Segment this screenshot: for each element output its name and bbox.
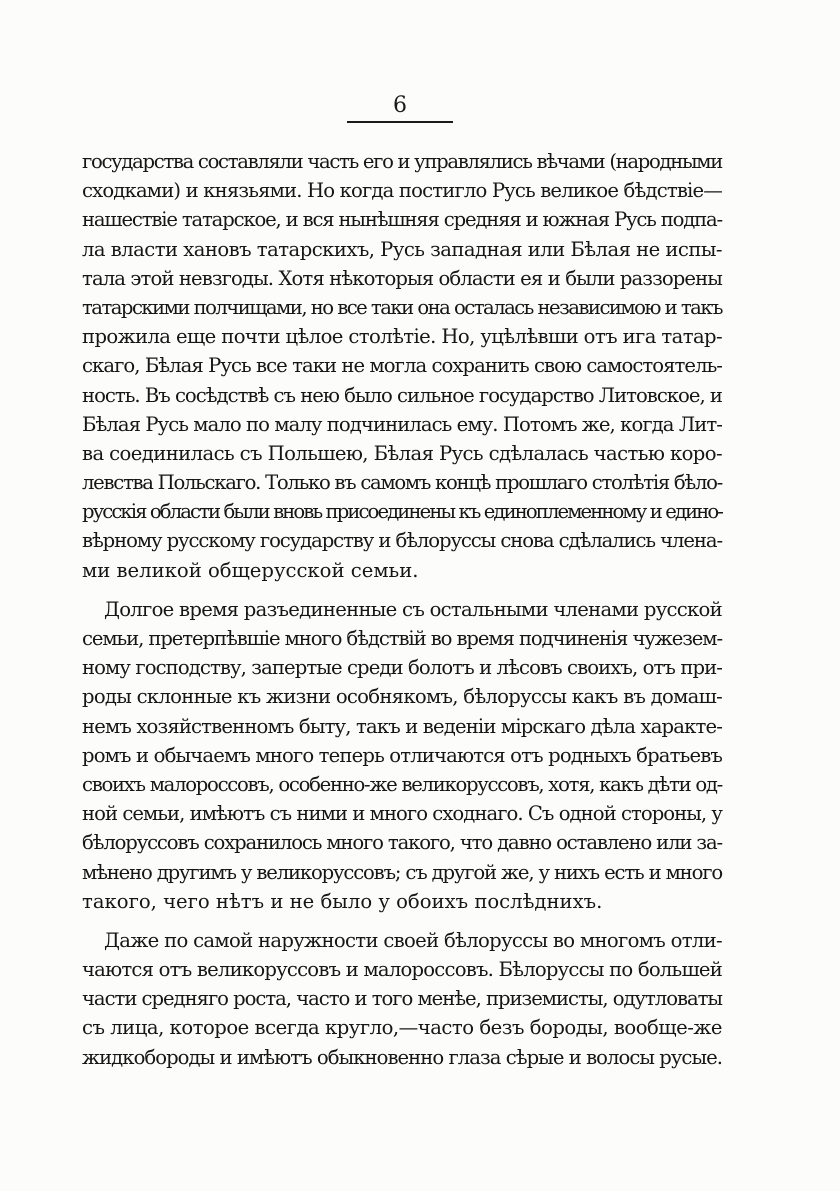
- text-line: бѣлоруссовъ сохранилось много такого, что давно оставлено или за-: [82, 831, 722, 855]
- text-line: чаются отъ великоруссовъ и малороссовъ. Бѣлоруссы по большей: [82, 958, 722, 982]
- body-text: [82, 147, 722, 1072]
- text-line: Даже по самой наружности своей бѣлоруссы во многомъ отли-: [104, 928, 722, 952]
- text-line: Бѣлая Русь мало по малу подчинилась ему. Потомъ же, когда Лит-: [82, 412, 722, 436]
- paragraph-1: [82, 147, 722, 585]
- text-line: ромъ и обычаемъ много теперь отличаются отъ родныхъ братьевъ: [82, 743, 722, 767]
- text-line: нашествіе татарское, и вся нынѣшняя средняя и южная Русь подпа-: [82, 208, 722, 232]
- page-number-rule: [347, 121, 453, 123]
- text-line: такого, чего нѣтъ и не было у обоихъ послѣднихъ.: [82, 889, 603, 913]
- text-line: роды склонные къ жизни особнякомъ, бѣлоруссы какъ въ домаш-: [82, 685, 722, 709]
- text-line: немъ хозяйственномъ быту, такъ и веденіи мірскаго дѣла характе-: [82, 714, 722, 738]
- text-line: своихъ малороссовъ, особенно-же великоруссовъ, хотя, какъ дѣти од-: [82, 772, 722, 796]
- text-line: государства составляли часть его и управлялись вѣчами (народными: [82, 150, 722, 173]
- text-line: съ лица, которое всегда кругло,—часто безъ бороды, вообще-же: [82, 1016, 722, 1040]
- text-line: Долгое время разъединенные съ остальными членами русской: [104, 597, 722, 621]
- page-number: 6: [393, 93, 407, 118]
- text-line: русскія области были вновь присоединены къ единоплеменному и едино-: [82, 500, 722, 524]
- text-line: скаго, Бѣлая Русь все таки не могла сохранить свою самостоятель-: [82, 354, 722, 378]
- text-line: ной семьи, имѣютъ съ ними и много сходнаго. Съ одной стороны, у: [82, 802, 722, 826]
- text-line: левства Польскаго. Только въ самомъ концѣ прошлаго столѣтія бѣло-: [82, 471, 722, 495]
- text-line: ми великой общерусской семьи.: [82, 558, 419, 582]
- text-line: ному господству, запертые среди болотъ и лѣсовъ своихъ, отъ при-: [82, 656, 722, 680]
- text-line: вѣрному русскому государству и бѣлоруссы снова сдѣлались члена-: [82, 529, 722, 553]
- text-line: ва соединилась съ Польшею, Бѣлая Русь сдѣлалась частью коро-: [82, 441, 722, 465]
- text-line: мѣнено другимъ у великоруссовъ; съ другой же, у нихъ есть и много: [82, 860, 722, 884]
- text-line: жидкобороды и имѣютъ обыкновенно глаза сѣрые и волосы русые.: [82, 1045, 722, 1069]
- text-line: ла власти хановъ татарскихъ, Русь западная или Бѣлая не испы-: [82, 237, 722, 261]
- paragraph-3: [82, 926, 722, 1072]
- text-line: татарскими полчищами, но все таки она осталась независимою и такъ: [82, 295, 722, 319]
- paragraph-gap: [82, 916, 722, 926]
- text-line: части средняго роста, часто и того менѣе, приземисты, одутловаты: [82, 987, 722, 1011]
- paragraph-2: [82, 595, 722, 916]
- text-line: сходками) и князьями. Но когда постигло Русь великое бѣдствіе—: [82, 179, 722, 203]
- text-line: семьи, претерпѣвшіе много бѣдствій во время подчиненія чужезем-: [82, 627, 722, 650]
- text-line: тала этой невзгоды. Хотя нѣкоторыя области ея и были раззорены: [82, 266, 722, 290]
- paragraph-gap: [82, 585, 722, 595]
- text-line: прожила еще почти цѣлое столѣтіе. Но, уцѣлѣвши отъ ига татар-: [82, 325, 722, 349]
- text-line: ность. Въ сосѣдствѣ съ нею было сильное государство Литовское, и: [82, 383, 722, 407]
